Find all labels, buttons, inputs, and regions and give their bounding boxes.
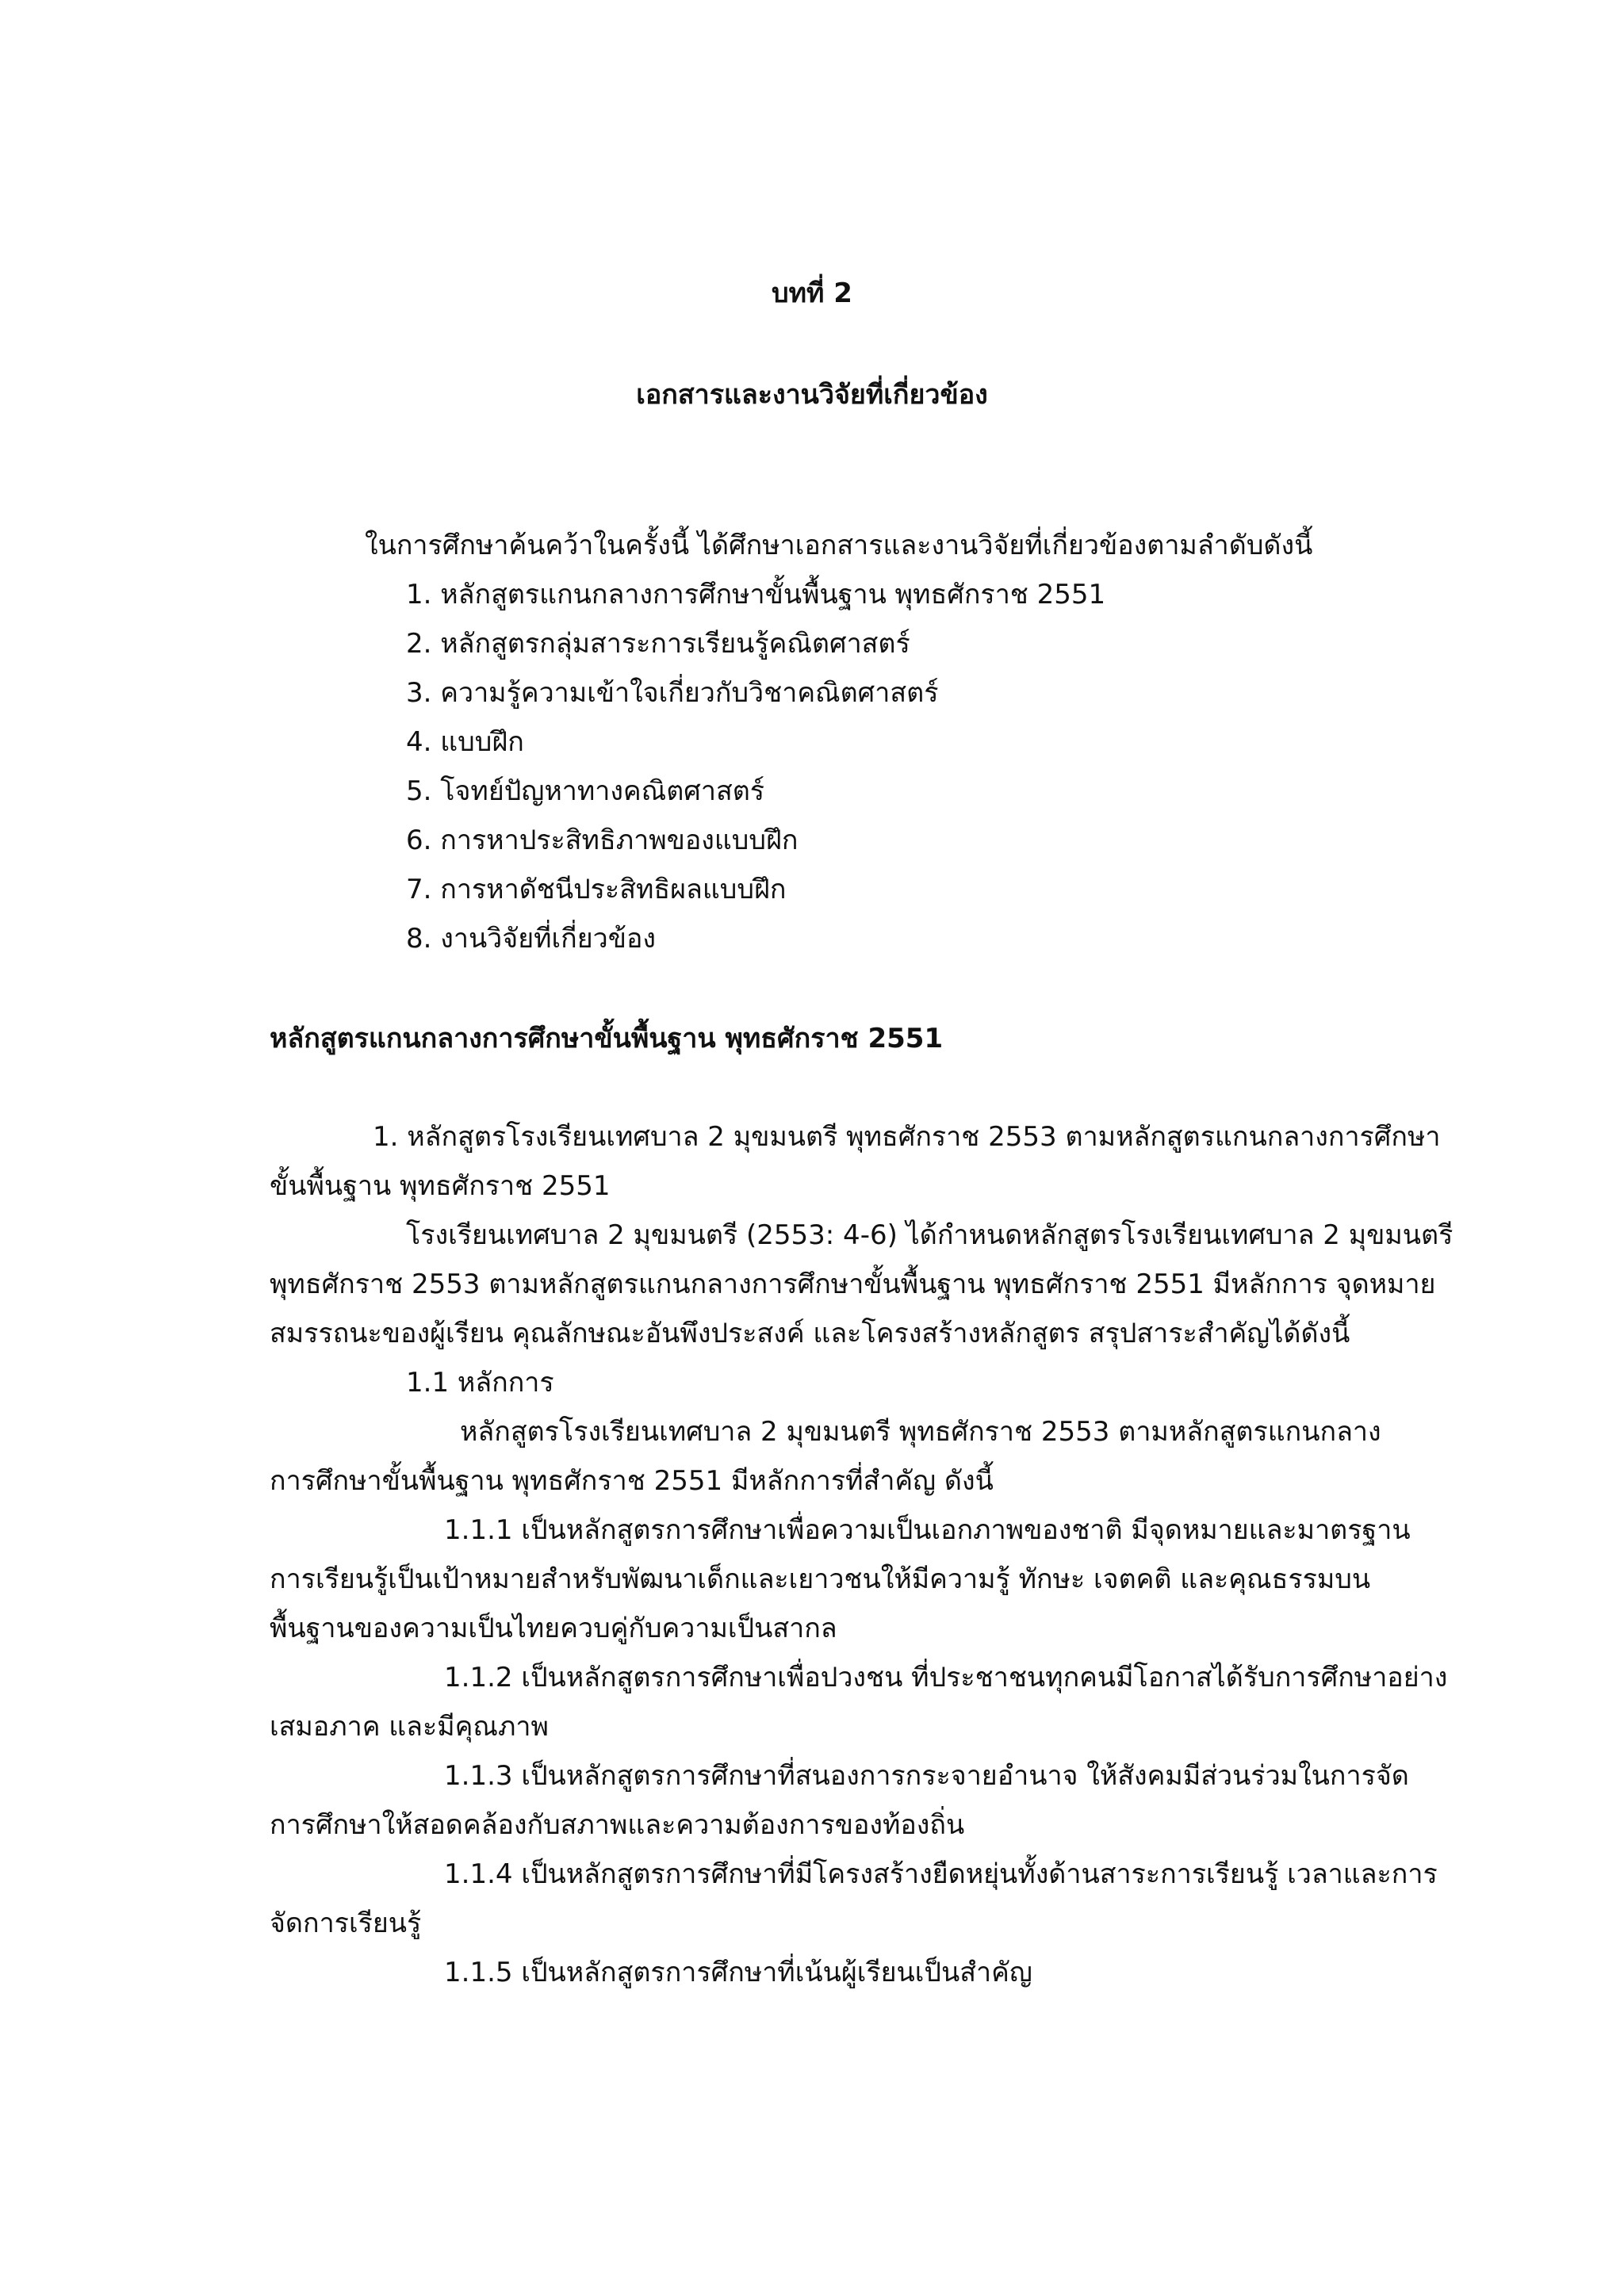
paragraph-line: การศึกษาขั้นพื้นฐาน พุทธศักราช 2551 มีหลักการที่สำคัญ ดังนี้ xyxy=(270,1465,994,1497)
list-item: 3. ความรู้ความเข้าใจเกี่ยวกับวิชาคณิตศาสตร์ xyxy=(406,677,939,709)
paragraph-line: พุทธศักราช 2553 ตามหลักสูตรแกนกลางการศึกษาขั้นพื้นฐาน พุทธศักราช 2551 มีหลักการ จุดหมาย xyxy=(270,1269,1436,1300)
paragraph-line: 1.1.4 เป็นหลักสูตรการศึกษาที่มีโครงสร้างยืดหยุ่นทั้งด้านสาระการเรียนรู้ เวลาและการ xyxy=(444,1858,1438,1890)
paragraph-line: การเรียนรู้เป็นเป้าหมายสำหรับพัฒนาเด็กและเยาวชนให้มีความรู้ ทักษะ เจตคติ และคุณธรรมบน xyxy=(270,1563,1371,1595)
list-item: 2. หลักสูตรกลุ่มสาระการเรียนรู้คณิตศาสตร์ xyxy=(406,628,910,660)
chapter-number: บทที่ 2 xyxy=(772,277,852,309)
list-item: 7. การหาดัชนีประสิทธิผลแบบฝึก xyxy=(406,874,787,905)
list-item: 6. การหาประสิทธิภาพของแบบฝึก xyxy=(406,825,799,856)
subsection-heading: 1.1 หลักการ xyxy=(406,1367,554,1399)
paragraph-line: 1.1.5 เป็นหลักสูตรการศึกษาที่เน้นผู้เรียนเป็นสำคัญ xyxy=(444,1957,1032,1988)
list-item: 4. แบบฝึก xyxy=(406,726,524,758)
paragraph-line: 1.1.1 เป็นหลักสูตรการศึกษาเพื่อความเป็นเอกภาพของชาติ มีจุดหมายและมาตรฐาน xyxy=(444,1514,1411,1546)
paragraph-line: จัดการเรียนรู้ xyxy=(270,1908,422,1939)
list-item: 1. หลักสูตรแกนกลางการศึกษาขั้นพื้นฐาน พุทธศักราช 2551 xyxy=(406,579,1106,610)
paragraph-line: พื้นฐานของความเป็นไทยควบคู่กับความเป็นสากล xyxy=(270,1613,837,1644)
paragraph-line: 1.1.3 เป็นหลักสูตรการศึกษาที่สนองการกระจายอำนาจ ให้สังคมมีส่วนร่วมในการจัด xyxy=(444,1760,1409,1792)
list-item: 8. งานวิจัยที่เกี่ยวข้อง xyxy=(406,923,657,955)
paragraph-line: ขั้นพื้นฐาน พุทธศักราช 2551 xyxy=(270,1170,611,1202)
paragraph-line: 1.1.2 เป็นหลักสูตรการศึกษาเพื่อปวงชน ที่ประชาชนทุกคนมีโอกาสได้รับการศึกษาอย่าง xyxy=(444,1662,1448,1693)
paragraph-line: 1. หลักสูตรโรงเรียนเทศบาล 2 มุขมนตรี พุทธศักราช 2553 ตามหลักสูตรแกนกลางการศึกษา xyxy=(373,1121,1441,1153)
paragraph-line: การศึกษาให้สอดคล้องกับสภาพและความต้องการของท้องถิ่น xyxy=(270,1809,965,1841)
intro-paragraph: ในการศึกษาค้นคว้าในครั้งนี้ ได้ศึกษาเอกสารและงานวิจัยที่เกี่ยวข้องตามลำดับดังนี้ xyxy=(365,530,1313,561)
paragraph-line: หลักสูตรโรงเรียนเทศบาล 2 มุขมนตรี พุทธศักราช 2553 ตามหลักสูตรแกนกลาง xyxy=(460,1416,1381,1448)
paragraph-line: สมรรถนะของผู้เรียน คุณลักษณะอันพึงประสงค์ และโครงสร้างหลักสูตร สรุปสาระสำคัญได้ดังนี้ xyxy=(270,1318,1350,1349)
paragraph-line: เสมอภาค และมีคุณภาพ xyxy=(270,1711,549,1743)
chapter-title: เอกสารและงานวิจัยที่เกี่ยวข้อง xyxy=(636,379,988,411)
list-item: 5. โจทย์ปัญหาทางคณิตศาสตร์ xyxy=(406,775,765,807)
paragraph-line: โรงเรียนเทศบาล 2 มุขมนตรี (2553: 4-6) ได้กำหนดหลักสูตรโรงเรียนเทศบาล 2 มุขมนตรี xyxy=(406,1219,1454,1251)
section-heading: หลักสูตรแกนกลางการศึกษาขั้นพื้นฐาน พุทธศักราช 2551 xyxy=(270,1023,944,1054)
